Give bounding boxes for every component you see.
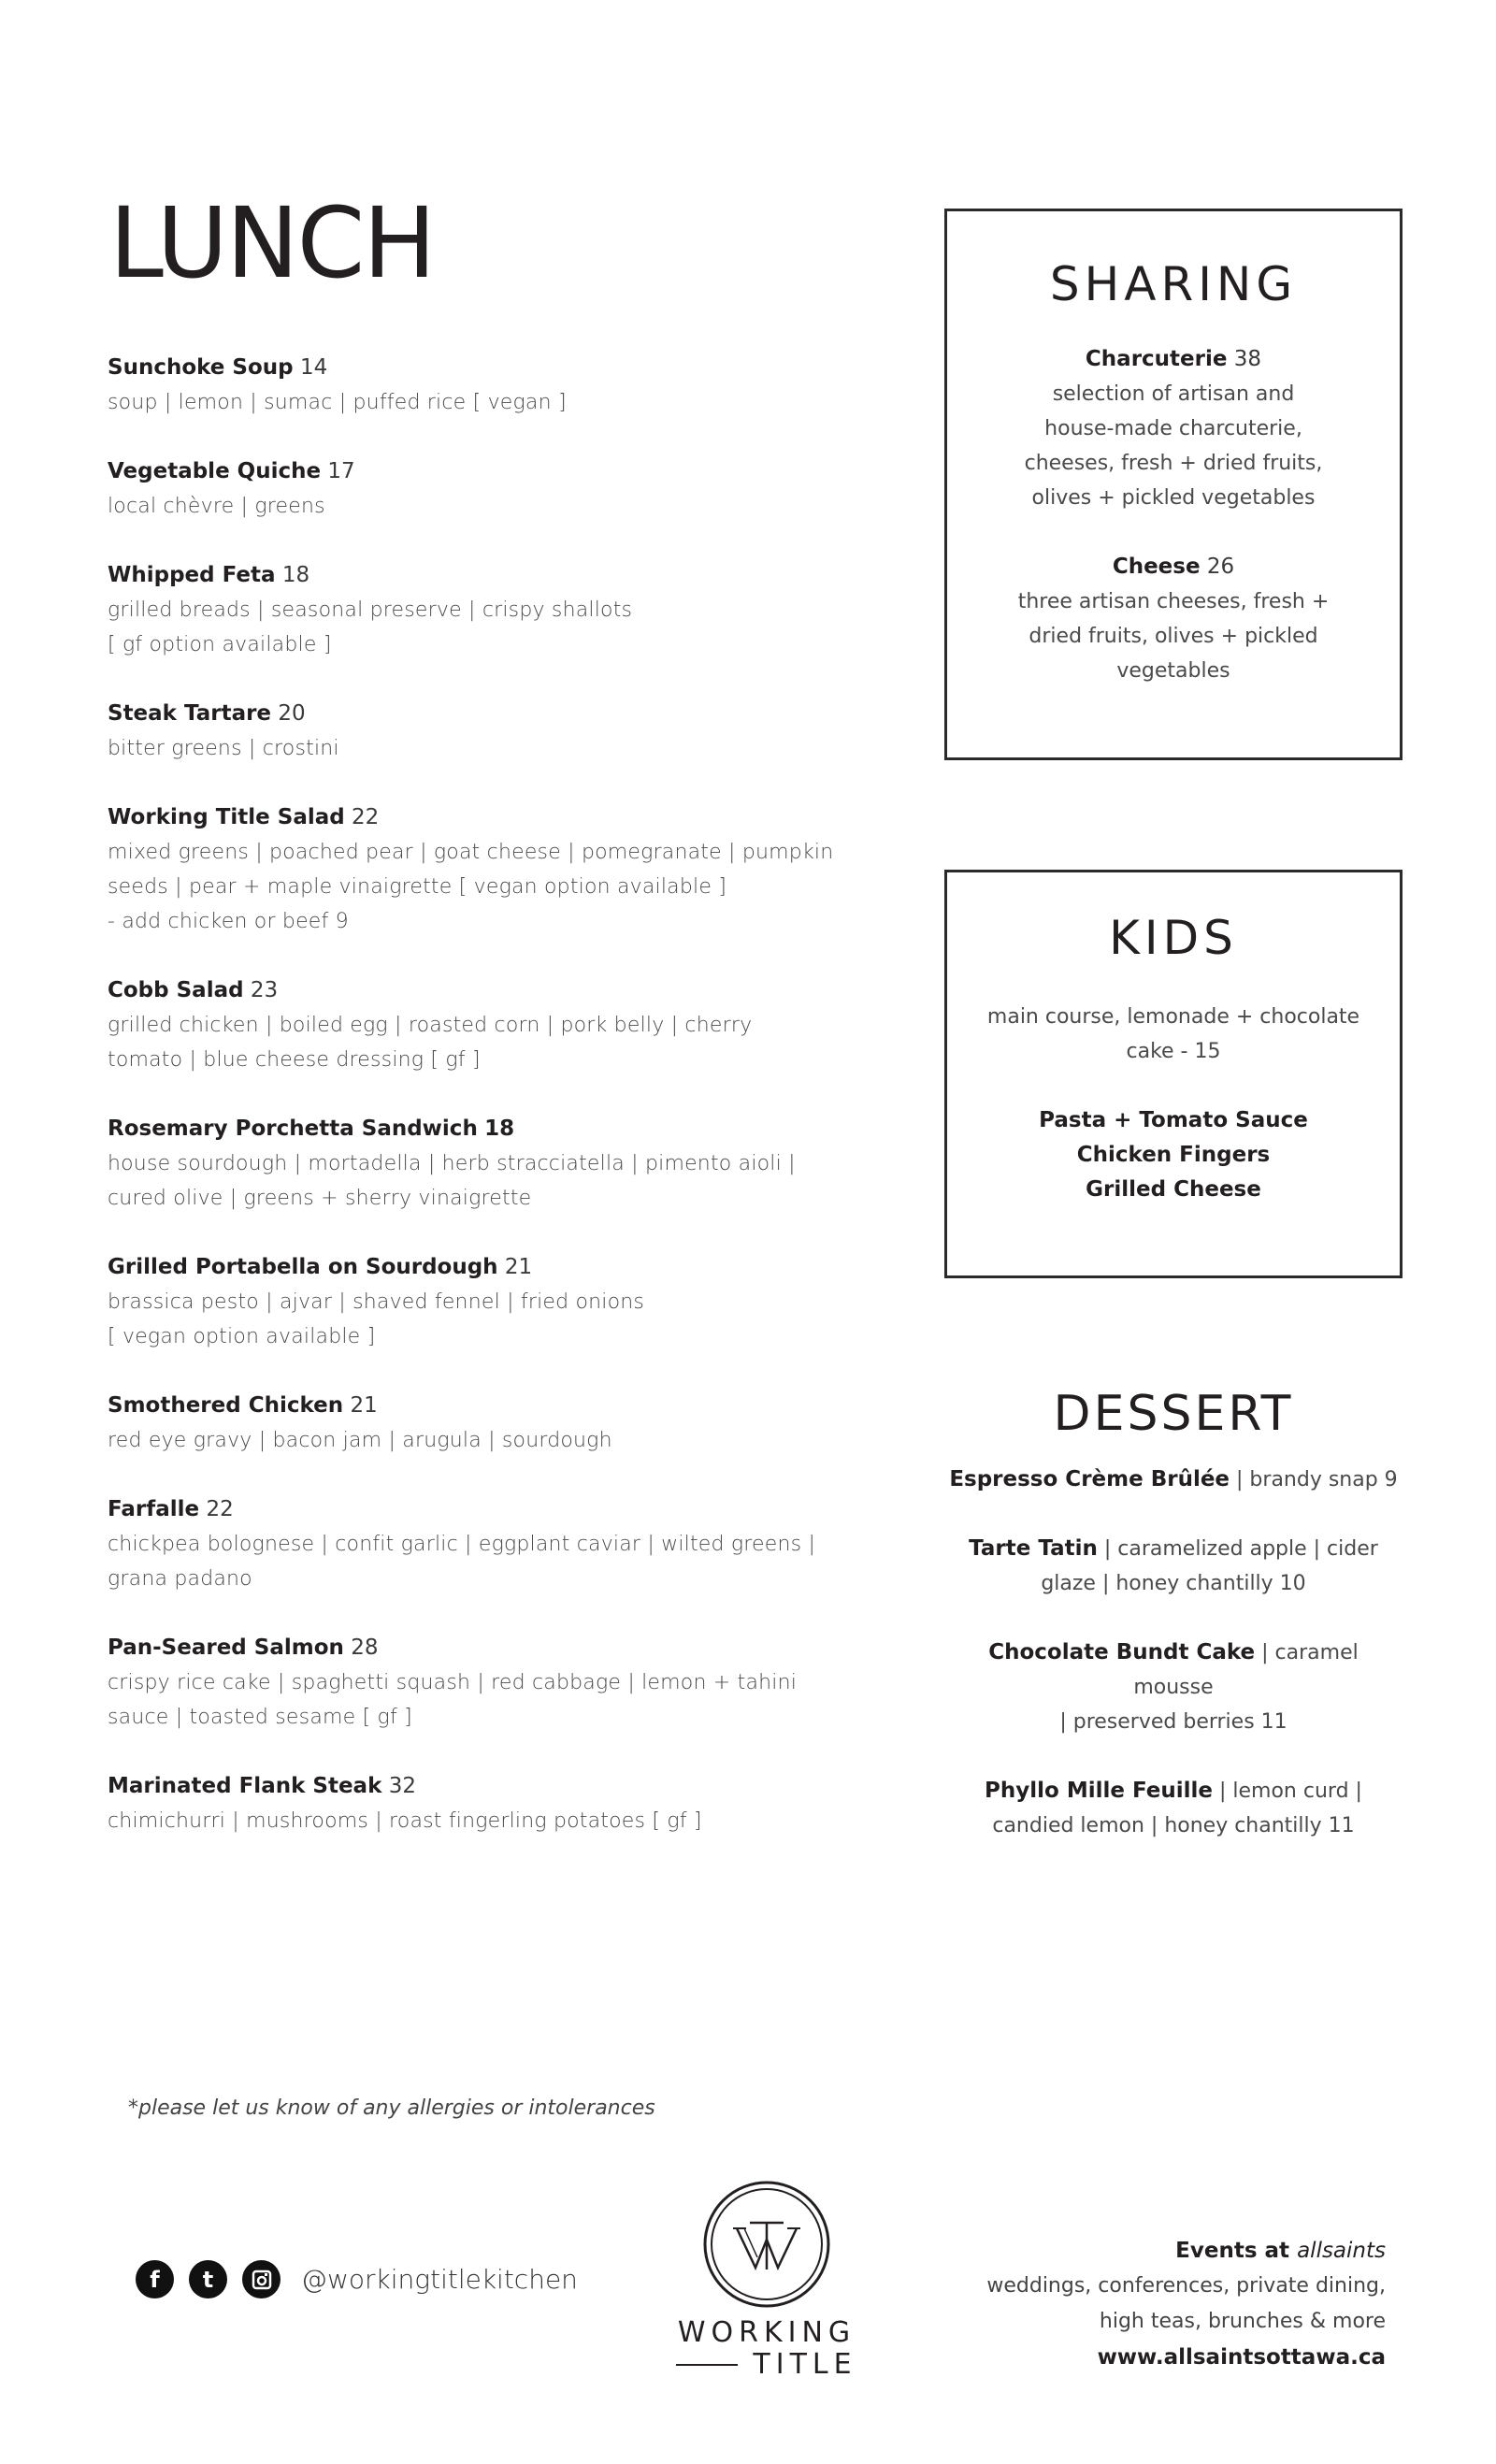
menu-item-title: [108, 1492, 884, 1527]
menu-item-description: seeds | pear + maple vinaigrette [ vegan option available ]: [108, 875, 727, 899]
menu-item-description: soup | lemon | sumac | puffed rice [ vegan ]: [108, 391, 567, 414]
menu-item: [108, 1250, 884, 1354]
menu-item: [108, 351, 884, 420]
sharing-item-name: Cheese: [1112, 555, 1201, 579]
kids-description-line: cake - 15: [1126, 1040, 1221, 1063]
kids-description: [947, 1000, 1400, 1069]
dessert-item: [944, 1635, 1402, 1739]
dessert-item-description: | brandy snap 9: [1230, 1468, 1398, 1491]
sharing-item-description-line: selection of artisan and: [1052, 382, 1295, 406]
kids-items: [947, 1103, 1400, 1207]
menu-item-description: sauce | toasted sesame [ gf ]: [108, 1706, 412, 1729]
menu-item-description: crispy rice cake | spaghetti squash | red cabbage | lemon + tahini: [108, 1671, 798, 1694]
menu-item-description: grilled breads | seasonal preserve | crispy shallots: [108, 598, 633, 622]
dessert-item-description: glaze | honey chantilly 10: [1041, 1572, 1306, 1595]
menu-item-price: 28: [351, 1635, 379, 1660]
menu-item: [108, 1769, 884, 1838]
sharing-item-description-line: cheeses, fresh + dried fruits,: [1024, 452, 1323, 475]
events-title: [986, 2233, 1386, 2269]
sharing-item-description-line: three artisan cheeses, fresh +: [1017, 590, 1330, 613]
sharing-items: [947, 342, 1400, 688]
menu-item: [108, 697, 884, 766]
dessert-item-line: [949, 1635, 1398, 1705]
menu-item: [108, 454, 884, 524]
menu-item-description: house sourdough | mortadella | herb stracciatella | pimento aioli |: [108, 1152, 796, 1175]
events-url-link[interactable]: www.allsaintsottawa.ca: [1097, 2345, 1386, 2370]
working-title-logo: [673, 2179, 860, 2381]
monogram-icon: [701, 2179, 832, 2310]
menu-item-price: 22: [352, 805, 380, 829]
dessert-item: [944, 1774, 1402, 1843]
menu-item-name: Rosemary Porchetta Sandwich: [108, 1117, 478, 1141]
menu-item-description: - add chicken or beef 9: [108, 910, 349, 933]
dessert-item-description: | lemon curd |: [1213, 1780, 1362, 1803]
menu-item: [108, 1631, 884, 1735]
menu-item: [108, 1492, 884, 1596]
menu-item-title: [108, 1631, 884, 1665]
menu-item-description: [ vegan option available ]: [108, 1325, 376, 1348]
kids-box: [944, 870, 1402, 1278]
menu-item-price: 23: [250, 978, 279, 1002]
sharing-item: [947, 550, 1400, 688]
menu-item-description: grilled chicken | boiled egg | roasted corn | pork belly | cherry: [108, 1014, 753, 1037]
menu-item-name: Farfalle: [108, 1497, 200, 1521]
dessert-item-name: Espresso Crème Brûlée: [949, 1467, 1230, 1491]
menu-item-title: [108, 454, 884, 489]
menu-item-title: [108, 351, 884, 385]
sharing-item-price: 38: [1233, 347, 1262, 371]
events-line: high teas, brunches & more: [1099, 2310, 1386, 2333]
menu-item-name: Working Title Salad: [108, 805, 345, 829]
menu-item: [108, 1112, 884, 1216]
sharing-item-description-line: dried fruits, olives + pickled: [1028, 625, 1318, 648]
menu-item-name: Pan-Seared Salmon: [108, 1635, 344, 1660]
menu-item-description: mixed greens | poached pear | goat cheese | pomegranate | pumpkin: [108, 841, 834, 864]
facebook-icon[interactable]: f: [136, 2260, 174, 2298]
menu-item: [108, 973, 884, 1077]
dessert-item-description: | caramel mousse: [1133, 1641, 1359, 1699]
menu-item-name: Vegetable Quiche: [108, 459, 322, 483]
twitter-icon[interactable]: t: [189, 2260, 227, 2298]
sharing-item-price: 26: [1206, 555, 1235, 579]
menu-item-name: Steak Tartare: [108, 701, 272, 726]
menu-item-price: 22: [206, 1497, 234, 1521]
menu-item: [108, 1389, 884, 1458]
menu-item-description: [ gf option available ]: [108, 633, 332, 656]
instagram-icon[interactable]: [242, 2260, 280, 2298]
menu-item-title: [108, 558, 884, 593]
events-venue: allsaints: [1297, 2239, 1386, 2263]
kids-item: Grilled Cheese: [1086, 1177, 1261, 1202]
allergy-note: *please let us know of any allergies or intolerances: [128, 2097, 655, 2120]
dessert-item-name: Chocolate Bundt Cake: [988, 1640, 1256, 1664]
kids-item: Chicken Fingers: [1076, 1143, 1271, 1167]
menu-item-name: Sunchoke Soup: [108, 355, 294, 380]
dessert-item-name: Tarte Tatin: [969, 1536, 1098, 1561]
menu-item: [108, 800, 884, 939]
menu-item-price: 21: [350, 1393, 378, 1418]
menu-item-description: bitter greens | crostini: [108, 737, 339, 760]
sharing-item-description: [947, 584, 1400, 688]
events-info: [986, 2233, 1386, 2375]
sharing-item: [947, 342, 1400, 515]
sharing-item-title: [947, 342, 1400, 377]
menu-item-name: Cobb Salad: [108, 978, 244, 1002]
sharing-item-description-line: olives + pickled vegetables: [1031, 486, 1316, 510]
menu-item-name: Smothered Chicken: [108, 1393, 344, 1418]
menu-item-description: tomato | blue cheese dressing [ gf ]: [108, 1048, 481, 1072]
dessert-item-description: candied lemon | honey chantilly 11: [992, 1814, 1355, 1837]
menu-item-title: [108, 973, 884, 1008]
menu-item-description: chickpea bolognese | confit garlic | eggplant caviar | wilted greens |: [108, 1533, 816, 1556]
menu-item-price: 20: [278, 701, 306, 726]
dessert-items: [944, 1463, 1402, 1843]
menu-item-price: 18: [281, 563, 310, 587]
menu-item-description: red eye gravy | bacon jam | arugula | sourdough: [108, 1429, 612, 1452]
dessert-item: [944, 1463, 1402, 1497]
menu-item-title: [108, 1389, 884, 1423]
logo-word-working: WORKING: [677, 2316, 856, 2349]
social-handle[interactable]: @workingtitlekitchen: [301, 2264, 578, 2295]
sharing-box: [944, 209, 1402, 760]
menu-item-name: Whipped Feta: [108, 563, 276, 587]
menu-item-name: Marinated Flank Steak: [108, 1774, 382, 1798]
menu-item-title: [108, 1769, 884, 1804]
sharing-item-title: [947, 550, 1400, 584]
lunch-section: [108, 187, 884, 1873]
menu-item-description: brassica pesto | ajvar | shaved fennel | fried onions: [108, 1290, 645, 1314]
menu-item: [108, 558, 884, 662]
menu-item-description: chimichurri | mushrooms | roast fingerling potatoes [ gf ]: [108, 1809, 702, 1833]
dessert-item-description: | caramelized apple | cider: [1097, 1537, 1378, 1561]
events-title-prefix: Events at: [1175, 2239, 1298, 2263]
dessert-item: [944, 1532, 1402, 1601]
kids-description-line: main course, lemonade + chocolate: [986, 1005, 1360, 1029]
menu-item-title: [108, 800, 884, 835]
dessert-item-line: [949, 1774, 1398, 1808]
kids-title: KIDS: [1109, 911, 1238, 965]
sharing-item-description-line: vegetables: [1116, 659, 1230, 683]
dessert-item-line: [949, 1463, 1398, 1497]
menu-item-name: Grilled Portabella on Sourdough: [108, 1255, 498, 1279]
kids-item: Pasta + Tomato Sauce: [1039, 1108, 1308, 1132]
menu-item-price: 18: [484, 1117, 515, 1141]
sharing-title: SHARING: [1049, 257, 1298, 311]
dessert-section: [944, 1384, 1402, 1878]
menu-item-price: 17: [327, 459, 355, 483]
menu-item-description: cured olive | greens + sherry vinaigrette: [108, 1187, 532, 1210]
menu-item-title: [108, 1112, 884, 1146]
sharing-item-description: [947, 377, 1400, 515]
logo-word-title: TITLE: [753, 2348, 857, 2381]
dessert-item-line: [949, 1532, 1398, 1566]
menu-item-title: [108, 697, 884, 731]
menu-item-description: local chèvre | greens: [108, 495, 325, 518]
lunch-title: LUNCH: [109, 186, 435, 300]
menu-item-description: grana padano: [108, 1567, 252, 1591]
sharing-item-description-line: house-made charcuterie,: [1044, 417, 1302, 440]
menu-item-price: 14: [299, 355, 328, 380]
sharing-item-name: Charcuterie: [1085, 347, 1228, 371]
menu-item-price: 32: [388, 1774, 416, 1798]
dessert-item-name: Phyllo Mille Feuille: [985, 1779, 1213, 1803]
events-line: weddings, conferences, private dining,: [986, 2274, 1386, 2298]
menu-item-title: [108, 1250, 884, 1285]
logo-rule: [676, 2364, 738, 2366]
dessert-item-description: | preserved berries 11: [1059, 1710, 1287, 1734]
dessert-title: DESSERT: [1053, 1386, 1294, 1442]
logo-line2: [673, 2349, 860, 2381]
menu-item-price: 21: [504, 1255, 533, 1279]
social-links: [136, 2260, 578, 2298]
lunch-items: [108, 351, 884, 1838]
